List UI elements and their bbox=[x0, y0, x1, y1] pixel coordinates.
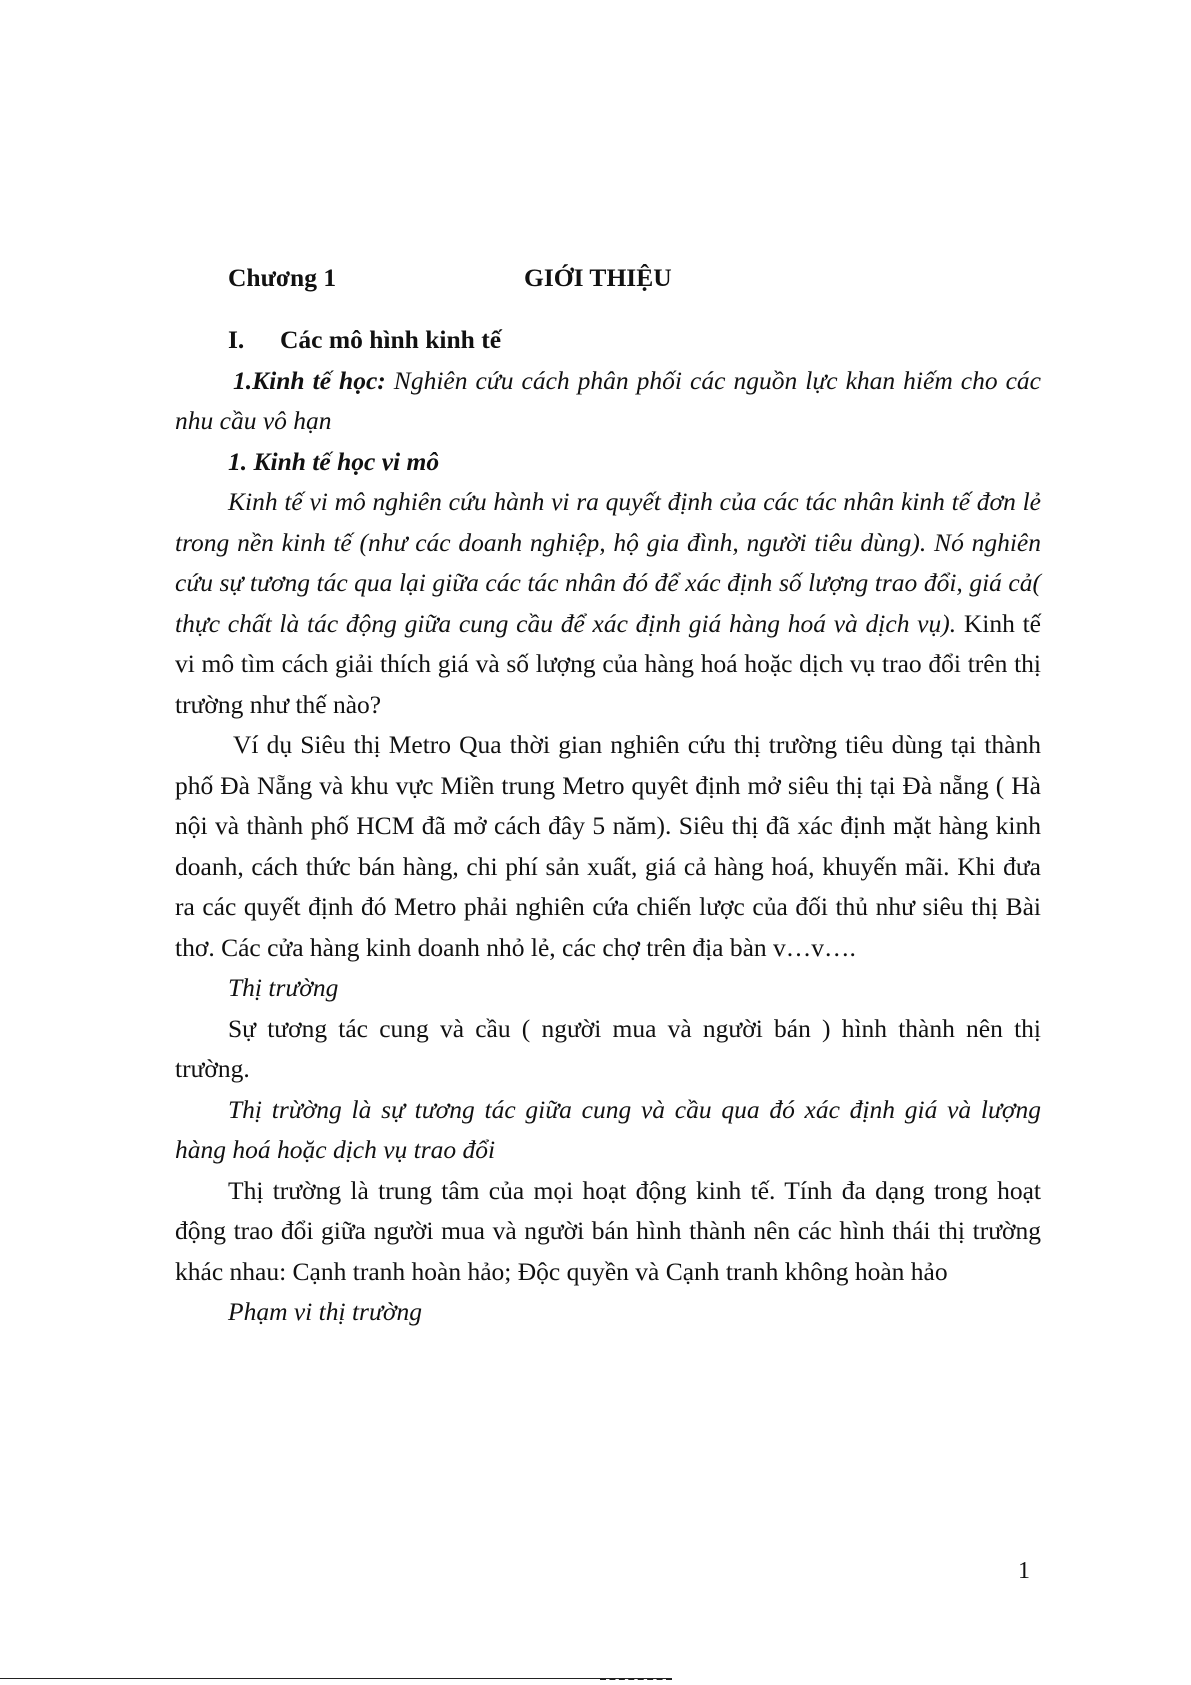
market-center-paragraph: Thị trường là trung tâm của mọi hoạt động kinh tế. Tính đa dạng trong hoạt động trao đổi giữa người mua và người bán hình thành nên các hình thái thị trường khác nhau: Cạnh tranh hoàn hảo; Độc quyền và Cạnh tranh không hoàn hảo bbox=[175, 1175, 1041, 1286]
section-title: Các mô hình kinh tế bbox=[280, 325, 502, 354]
market-heading: Thị trường bbox=[228, 973, 339, 1002]
economics-definition bbox=[175, 361, 1041, 442]
market-interaction-paragraph: Sự tương tác cung và cầu ( người mua và người bán ) hình thành nên thị trường. bbox=[175, 1013, 1041, 1083]
footer-rule-dash bbox=[600, 1678, 672, 1680]
page-content bbox=[175, 258, 1041, 1333]
chapter-title: GIỚI THIỆU bbox=[524, 263, 672, 292]
footer-rule bbox=[0, 1678, 672, 1679]
section-number: I. bbox=[228, 325, 245, 354]
chapter-heading bbox=[175, 258, 1041, 298]
market-definition-paragraph: Thị trừờng là sự tương tác giữa cung và cầu qua đó xác định giá và lượng hàng hoá hoặc dịch vụ trao đổi bbox=[175, 1094, 1041, 1164]
microeconomics-heading: 1. Kinh tế học vi mô bbox=[228, 446, 440, 476]
microeconomics-normal-text: Kinh tế vi mô tìm cách giải thích giá và số lượng của hàng hoá hoặc dịch vụ trao đổi trên thị trường như thế nào? bbox=[175, 608, 1041, 719]
microeconomics-paragraph bbox=[175, 482, 1041, 725]
chapter-label: Chương 1 bbox=[228, 263, 337, 292]
microeconomics-italic-text: Kinh tế vi mô nghiên cứu hành vi ra quyết định của các tác nhân kinh tế đơn lẻ trong nền kinh tế (như các doanh nghiệp, hộ gia đình, người tiêu dùng). Nó nghiên cứu sự tương tác qua lại giữa các tác nhân đó để xác định số lượng trao đổi, giá cả( thực chất là tác động giữa cung cầu để xác định giá hàng hoá và dịch vụ). bbox=[175, 487, 1041, 638]
section-heading bbox=[175, 320, 1041, 361]
economics-definition-text: Nghiên cứu cách phân phối các nguồn lực khan hiếm cho các nhu cầu vô hạn bbox=[175, 365, 1041, 435]
economics-term: 1.Kinh tế học: bbox=[233, 365, 386, 395]
market-scope-heading: Phạm vi thị trường bbox=[228, 1297, 422, 1326]
page-number: 1 bbox=[1018, 1558, 1030, 1584]
example-paragraph: Ví dụ Siêu thị Metro Qua thời gian nghiên cứu thị trường tiêu dùng tại thành phố Đà Nẵng và khu vực Miền trung Metro quyêt định mở siêu thị tại Đà nẵng ( Hà nội và thành phố HCM đã mở cách đây 5 năm). Siêu thị đã xác định mặt hàng kinh doanh, cách thức bán hàng, chi phí sản xuất, giá cả hàng hoá, khuyến mãi. Khi đưa ra các quyết định đó Metro phải nghiên cứa chiến lược của đối thủ như siêu thị Bài thơ. Các cửa hàng kinh doanh nhỏ lẻ, các chợ trên địa bàn v…v…. bbox=[175, 730, 1041, 962]
